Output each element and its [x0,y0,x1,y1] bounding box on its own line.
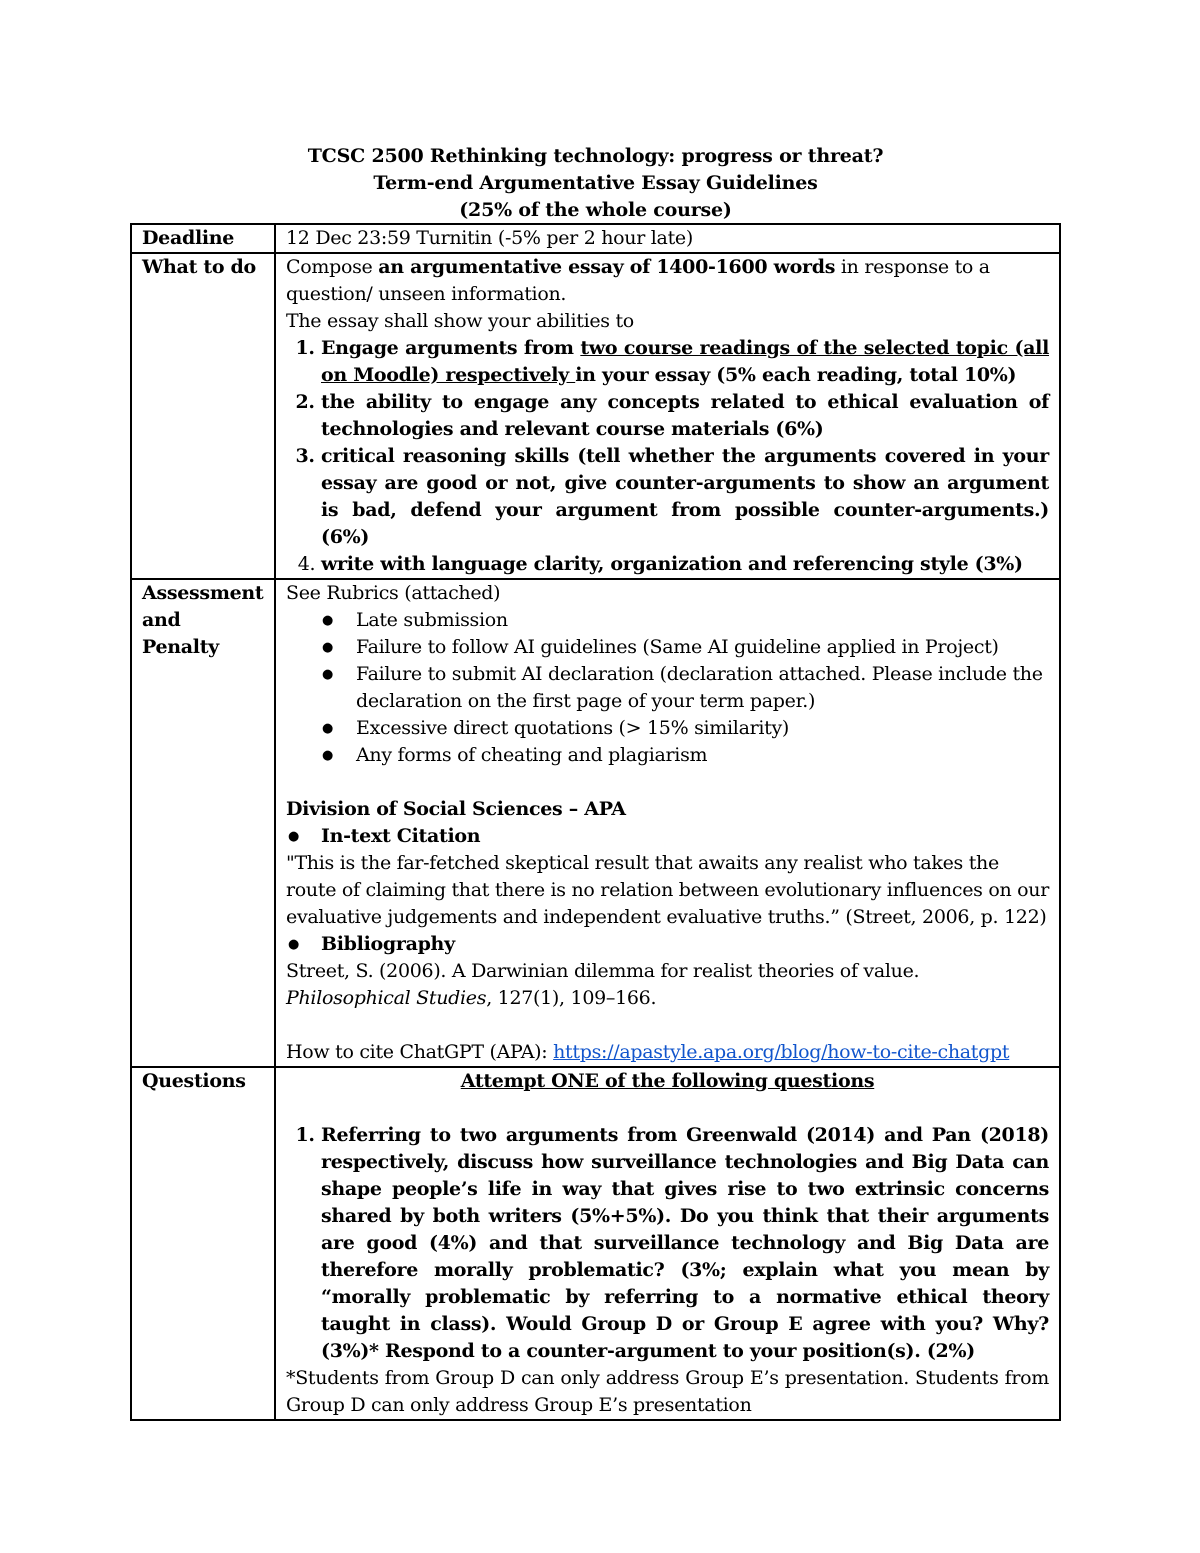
ability-1-pre: Engage arguments from [321,337,581,359]
task-intro-pre: Compose [286,256,379,278]
spacer [286,1095,1049,1122]
task-intro-bold: an argumentative essay of 1400-1600 words [378,256,836,278]
journal-name: Philosophical Studies [286,987,487,1009]
assessment-label-line: Penalty [142,636,219,658]
intext-quote: "This is the far-fetched skeptical result that awaits any realist who takes the route of claiming that there is no relation between evolutionary influences on our evaluative judgements and independent evaluative truths.” (Street, 2006, p. 122) [286,852,1050,928]
bibliography-entry-line2 [286,985,1049,1012]
weight-title: (25% of the whole course) [459,199,732,221]
deadline-label: Deadline [131,224,275,253]
assessment-label-line: and [142,609,181,631]
question-list [286,1122,1049,1365]
guidelines-table [130,223,1061,1421]
questions-heading: Attempt ONE of the following questions [460,1070,875,1092]
ability-1-post: in your essay (5% each reading, total 10%) [575,364,1017,386]
journal-details: , 127(1), 109–166. [486,987,657,1009]
guidelines-title: Term-end Argumentative Essay Guidelines [373,172,818,194]
spacer [286,769,1049,796]
intext-heading-list [286,823,1049,850]
what-to-do-row [131,253,1060,579]
bibliography-heading: ● Bibliography [321,931,1049,958]
bibliography-heading-list [286,931,1049,958]
penalty-item: ● Failure to submit AI declaration (declaration attached. Please include the declaration on the first page of your term paper.) [356,661,1049,715]
assessment-label [131,579,275,1067]
course-title: TCSC 2500 Rethinking technology: progress or threat? [307,145,884,167]
question-item: 1. Referring to two arguments from Greenwald (2014) and Pan (2018) respectively, discuss how surveillance technologies and Big Data can shape people’s life in way that gives rise to two extrinsic concerns shared by both writers (5%+5%). Do you think that their arguments are good (4%) and that surveillance technology and Big Data are therefore morally problematic? (3%; explain what you mean by “morally problematic by referring to a normative ethical theory taught in class). Would Group D or Group E agree with you? Why? (3%)* Respond to a counter-argument to your position(s). (2%) [321,1122,1049,1365]
abilities-list [286,335,1049,578]
ability-item: 2. the ability to engage any concepts related to ethical evaluation of technologies and relevant course materials (6%) [321,389,1049,443]
ability-item: 4. write with language clarity, organization and referencing style (3%) [321,551,1049,578]
chatgpt-cite-link[interactable]: https://apastyle.apa.org/blog/how-to-cite-chatgpt [553,1041,1010,1063]
chatgpt-cite-label: How to cite ChatGPT (APA): [286,1041,554,1063]
abilities-line: The essay shall show your abilities to [286,310,634,332]
deadline-row [131,224,1060,253]
questions-row [131,1067,1060,1420]
penalty-item: ● Excessive direct quotations (> 15% similarity) [356,715,1049,742]
task-intro [286,254,1049,308]
ability-1-underlined: two course readings of the selected topic (all on Moodle) respectively [321,337,1049,386]
penalty-item: ● Failure to follow AI guidelines (Same AI guideline applied in Project) [356,634,1049,661]
assessment-row [131,579,1060,1067]
what-to-do-label: What to do [131,253,275,579]
rubrics-line: See Rubrics (attached) [286,582,501,604]
questions-footnote: *Students from Group D can only address Group E’s presentation. Students from Group D can only address Group E’s presentation [286,1367,1049,1416]
penalty-list [286,607,1049,769]
task-intro-post: in response to a question/ unseen information. [286,256,990,305]
intext-heading: ● In-text Citation [321,823,1049,850]
deadline-value: 12 Dec 23:59 Turnitin (-5% per 2 hour late) [275,224,1060,253]
questions-label: Questions [131,1067,275,1420]
questions-content [275,1067,1060,1420]
assessment-label-line: Assessment [142,582,264,604]
penalty-item: ● Late submission [356,607,1049,634]
division-heading: Division of Social Sciences – APA [286,798,626,820]
ability-item [321,335,1049,389]
spacer [286,1012,1049,1039]
chatgpt-cite-line [286,1039,1049,1066]
what-to-do-content [275,253,1060,579]
ability-item: 3. critical reasoning skills (tell whether the arguments covered in your essay are good or not, give counter-arguments to show an argument is bad, defend your argument from possible counter-arguments.) (6%) [321,443,1049,551]
assessment-content [275,579,1060,1067]
document-title [130,143,1061,224]
penalty-item: ● Any forms of cheating and plagiarism [356,742,1049,769]
bibliography-entry-line1: Street, S. (2006). A Darwinian dilemma for realist theories of value. [286,960,920,982]
